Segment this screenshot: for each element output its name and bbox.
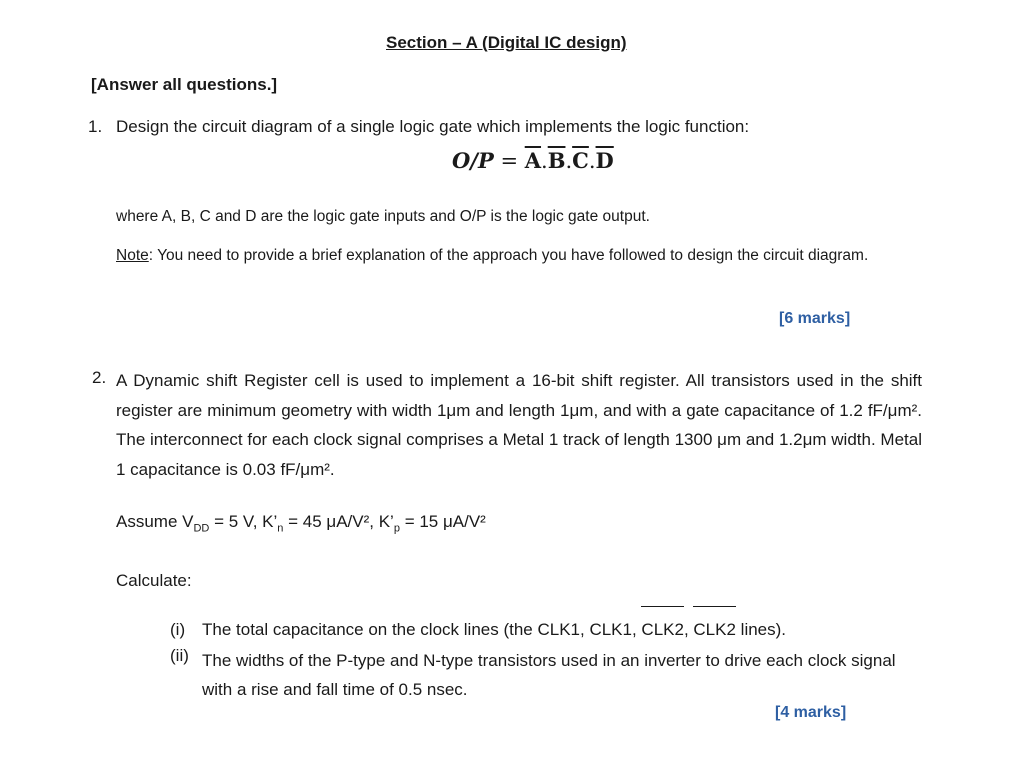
instruction: [Answer all questions.] <box>91 75 278 94</box>
formula-dot: . <box>588 149 596 173</box>
item-1-text <box>202 620 786 640</box>
vdd-subscript: DD <box>193 522 210 535</box>
item-2-text: The widths of the P-type and N-type transistors used in an inverter to drive each clock signal with a rise and fall time of 0.5 nsec. <box>202 651 896 699</box>
item-1-label: (i) <box>170 620 186 639</box>
assume-prefix: Assume V <box>116 512 194 531</box>
item-2-label: (ii) <box>170 646 189 665</box>
question-1-marks: [6 marks] <box>779 310 851 327</box>
logic-formula <box>452 148 614 173</box>
section-title: Section – A (Digital IC design) <box>386 33 627 52</box>
question-1-where: where A, B, C and D are the logic gate inputs and O/P is the logic gate output. <box>116 208 650 225</box>
kp-subscript: p <box>393 522 400 535</box>
clk2-bar-b: CLK2 <box>693 620 736 639</box>
formula-equals: = <box>493 149 525 173</box>
kn-subscript: n <box>277 522 284 535</box>
formula-term-d: $\overline{D}$ <box>595 148 614 173</box>
note-text: : You need to provide a brief explanation of the approach you have followed to design the circuit diagram. <box>148 247 869 264</box>
formula-term-a: $\overline{A}$ <box>524 148 542 173</box>
question-2-assumptions <box>116 512 486 534</box>
assume-mid-2: = 45 μA/V², K’ <box>283 512 394 531</box>
question-1-number: 1. <box>88 117 103 136</box>
question-2-number: 2. <box>92 368 107 387</box>
clk2-bar-a: CLK2 <box>641 620 684 639</box>
formula-dot: . <box>565 149 573 173</box>
formula-dot: . <box>541 149 548 173</box>
question-1-note <box>116 244 916 268</box>
calculate-heading: Calculate: <box>116 571 192 590</box>
assume-end: = 15 μA/V² <box>399 512 486 531</box>
question-2-marks: [4 marks] <box>775 704 847 721</box>
assume-mid-1: = 5 V, K’ <box>209 512 278 531</box>
item-1-post: lines). <box>735 620 787 639</box>
formula-lhs: O/P <box>452 148 494 173</box>
item-1-sep: , <box>683 620 694 639</box>
question-1-text: Design the circuit diagram of a single logic gate which implements the logic function: <box>116 117 750 136</box>
item-1-pre: The total capacitance on the clock lines (the CLK1, CLK1, <box>202 620 642 639</box>
formula-term-b: $\overline{B}$ <box>547 148 566 173</box>
question-2-text: A Dynamic shift Register cell is used to implement a 16-bit shift register. All transistors used in the shift register are minimum geometry with width 1μm and length 1μm, and with a gate capacitance of 1.2 fF/μm². The interconnect for each clock signal comprises a Metal 1 track of length 1300 μm and 1.2μm width. Metal 1 capacitance is 0.03 fF/μm². <box>116 371 922 479</box>
note-label: Note <box>116 247 149 264</box>
formula-term-c: $\overline{C}$ <box>572 148 589 173</box>
